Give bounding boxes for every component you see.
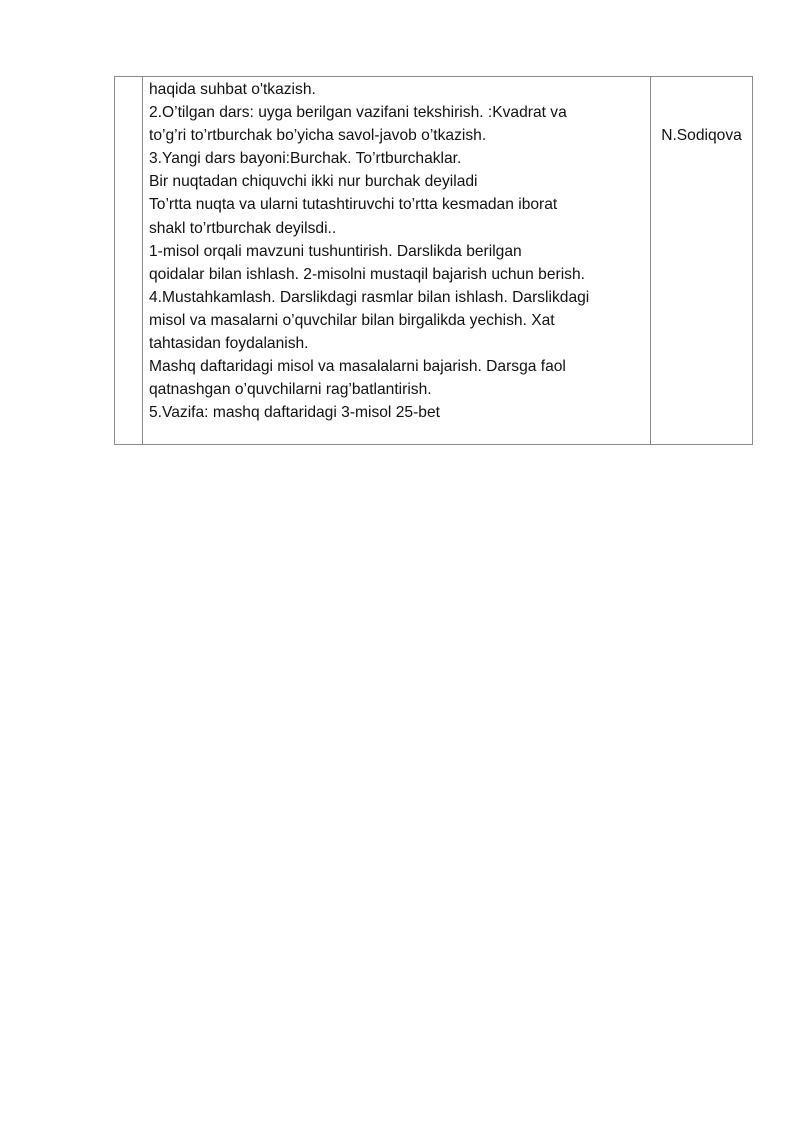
content-line: 4.Mustahkamlash. Darslikdagi rasmlar bilan ishlash. Darslikdagi xyxy=(149,288,590,306)
content-line: qatnashgan o’quvchilarni rag’batlantirish. xyxy=(149,381,432,399)
lesson-plan-table xyxy=(114,76,753,445)
content-line: 5.Vazifa: mashq daftaridagi 3-misol 25-bet xyxy=(149,404,440,422)
content-line: To’rtta nuqta va ularni tutashtiruvchi to’rtta kesmadan iborat xyxy=(149,196,558,214)
content-line: Bir nuqtadan chiquvchi ikki nur burchak deyiladi xyxy=(149,173,478,191)
lesson-content-text xyxy=(149,78,646,424)
content-line: to’g’ri to’rtburchak bo’yicha savol-javob o’tkazish. xyxy=(149,127,487,145)
content-line: 3.Yangi dars bayoni:Burchak. To’rtburchaklar. xyxy=(149,150,462,168)
table-row xyxy=(115,77,753,445)
number-cell xyxy=(115,77,143,445)
content-line: tahtasidan foydalanish. xyxy=(149,335,309,353)
lesson-content-cell xyxy=(143,77,651,445)
content-line: qoidalar bilan ishlash. 2-misolni mustaqil bajarish uchun berish. xyxy=(149,265,585,283)
content-line: haqida suhbat o'tkazish. xyxy=(149,81,316,98)
content-line: shakl to’rtburchak deyilsdi.. xyxy=(149,219,337,237)
teacher-cell xyxy=(651,77,753,445)
teacher-name: N.Sodiqova xyxy=(661,127,742,144)
content-line: Mashq daftaridagi misol va masalalarni bajarish. Darsga faol xyxy=(149,358,566,376)
content-line: 1-misol orqali mavzuni tushuntirish. Darslikda berilgan xyxy=(149,242,522,260)
content-line: 2.O’tilgan dars: uyga berilgan vazifani tekshirish. :Kvadrat va xyxy=(149,104,567,122)
content-line: misol va masalarni o’quvchilar bilan birgalikda yechish. Xat xyxy=(149,311,555,329)
